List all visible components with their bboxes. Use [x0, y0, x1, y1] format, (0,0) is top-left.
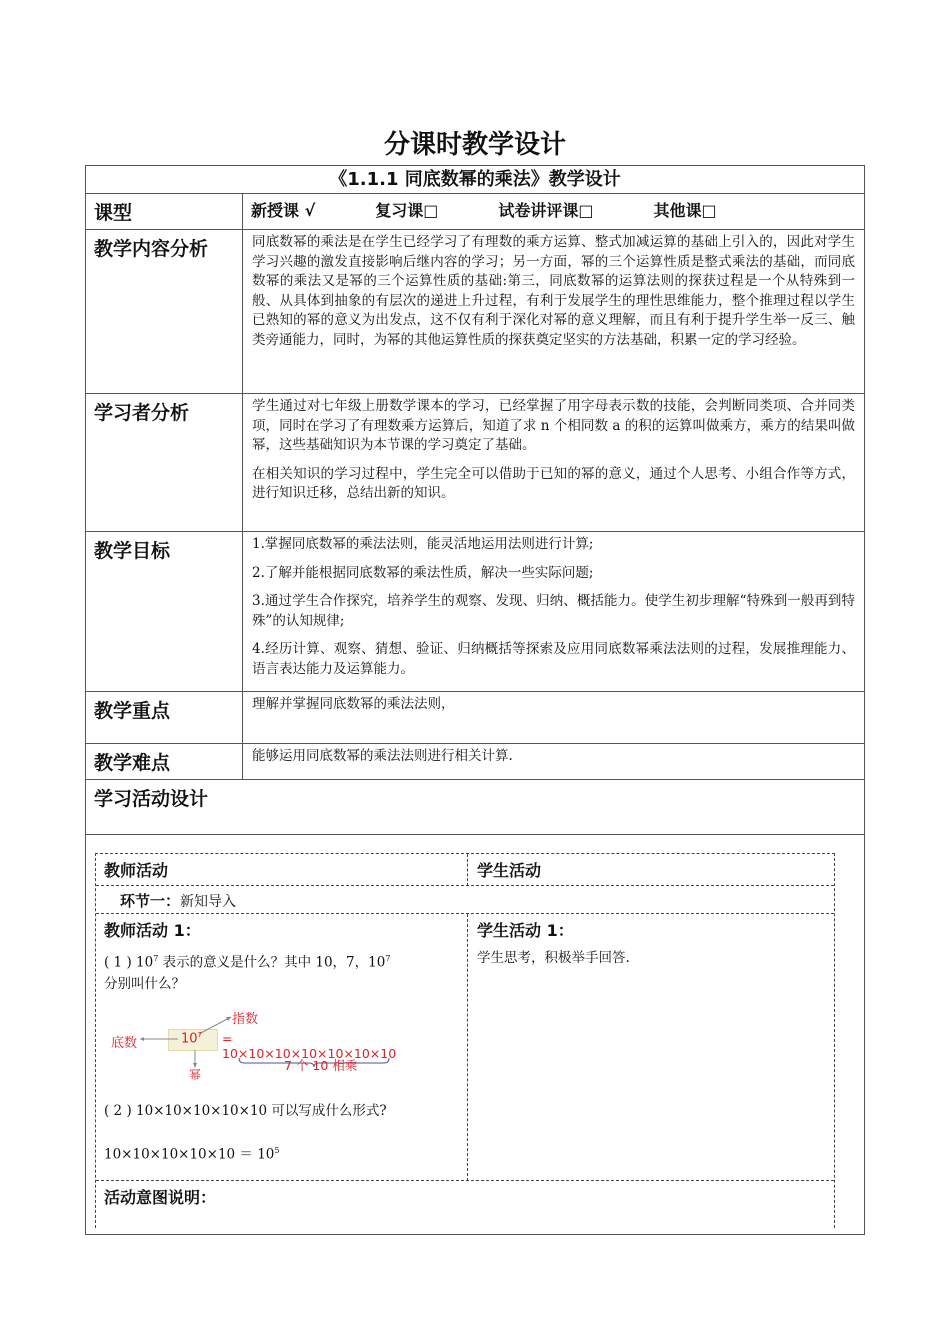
- difficulty-label: 教学难点: [86, 744, 243, 780]
- type-option: 其他课□: [653, 201, 717, 220]
- student-header: 学生活动: [477, 861, 542, 880]
- difficulty-text: 能够运用同底数幂的乘法法则进行相关计算.: [243, 744, 865, 780]
- teacher-activity-title: 教师活动 1：: [104, 921, 201, 940]
- lesson-title: 《1.1.1 同底数幂的乘法》教学设计: [86, 166, 865, 194]
- type-label: 课型: [86, 194, 243, 230]
- stage-row: [120, 890, 236, 911]
- stage-label: 环节一：: [120, 892, 181, 910]
- answer-2: $10\times 10\times 10\times 10\times 10 = 10^5$: [104, 1146, 280, 1163]
- student-answer: 学生思考，积极举手回答.: [477, 950, 630, 966]
- key-text: 理解并掌握同底数幂的乘法法则，: [243, 692, 865, 744]
- activity-table: [95, 853, 835, 1228]
- content-text: 同底数幂的乘法是在学生已经学习了有理数的乘方运算、整式加减运算的基础上引入的，因此对学生学习兴趣的激发直接影响后继内容的学习；另一方面，幂的三个运算性质是整式乘法的基础，而同底数幂的乘法又是幂的三个运算性质的基础:第三，同底数幂的运算法则的探获过程是一个从特殊到一般、从具体到抽象的有层次的递进上升过程，有利于发展学生的理性思维能力，整个推理过程以学生已熟知的幂的意义为出发点，这不仅有利于深化对幂的意义理解，而且有利于提升学生举一反三、触类旁通能力，同时，为幂的其他运算性质的探获奠定坚实的方法基础，积累一定的学习经验。: [243, 230, 865, 394]
- power-expression: $10^7$: [181, 1031, 203, 1047]
- power-label: 幂: [189, 1068, 202, 1082]
- brace-label: 7 个 10 相乘: [284, 1058, 358, 1073]
- key-label: 教学重点: [86, 692, 243, 744]
- content-label: 教学内容分析: [86, 230, 243, 394]
- activity-label: 学习活动设计: [86, 780, 865, 835]
- goal-item: 1.掌握同底数幂的乘法法则，能灵活地运用法则进行计算;: [252, 536, 594, 552]
- goal-item: 4.经历计算、观察、猜想、验证、归纳概括等探索及应用同底数幂乘法法则的过程，发展推理能力、语言表达能力及运算能力。: [252, 641, 855, 677]
- student-activity-title: 学生活动 1：: [477, 921, 574, 940]
- base-label: 底数: [111, 1036, 138, 1051]
- type-option: 试卷讲评课□: [498, 201, 594, 220]
- lesson-types: [243, 194, 864, 225]
- exponent-label: 指数: [232, 1012, 259, 1027]
- stage-name: 新知导入: [180, 894, 237, 910]
- expansion: = 10×10×10×10×10×10×10: [222, 1031, 397, 1061]
- teacher-header: 教师活动: [104, 861, 169, 880]
- intent-label: 活动意图说明：: [104, 1188, 217, 1207]
- document-title: 分课时教学设计: [383, 130, 566, 160]
- learner-label: 学习者分析: [86, 394, 243, 532]
- learner-para: 在相关知识的学习过程中，学生完全可以借助于已知的幂的意义，通过个人思考、小组合作等方式，进行知识迁移，总结出新的知识。: [252, 465, 855, 501]
- type-option: 复习课□: [375, 201, 439, 220]
- power-diagram: [106, 1004, 406, 1084]
- goal-item: 2.了解并能根据同底数幂的乘法性质，解决一些实际问题;: [252, 564, 594, 581]
- question-1: ( 1 ) $10^7$ 表示的意义是什么？其中 10，7，$10^7$ 分别叫什么？: [104, 954, 391, 992]
- learner-para: 学生通过对七年级上册数学课本的学习，已经掌握了用字母表示数的技能，会判断同类项、合并同类项，同时在学习了有理数乘方运算后，知道了求 n 个相同数 a 的积的运算叫做乘方，乘方的结果叫做幂，这些基础知识为本节课的学习奠定了基础。: [252, 398, 855, 453]
- goals-label: 教学目标: [86, 532, 243, 692]
- question-2: ( 2 ) 10×10×10×10×10 可以写成什么形式?: [104, 1103, 387, 1119]
- goal-item: 3.通过学生合作探究，培养学生的观察、发现、归纳、概括能力。使学生初步理解“特殊到一般再到特殊”的认知规律;: [252, 593, 855, 629]
- type-option: 新授课 √: [251, 201, 316, 220]
